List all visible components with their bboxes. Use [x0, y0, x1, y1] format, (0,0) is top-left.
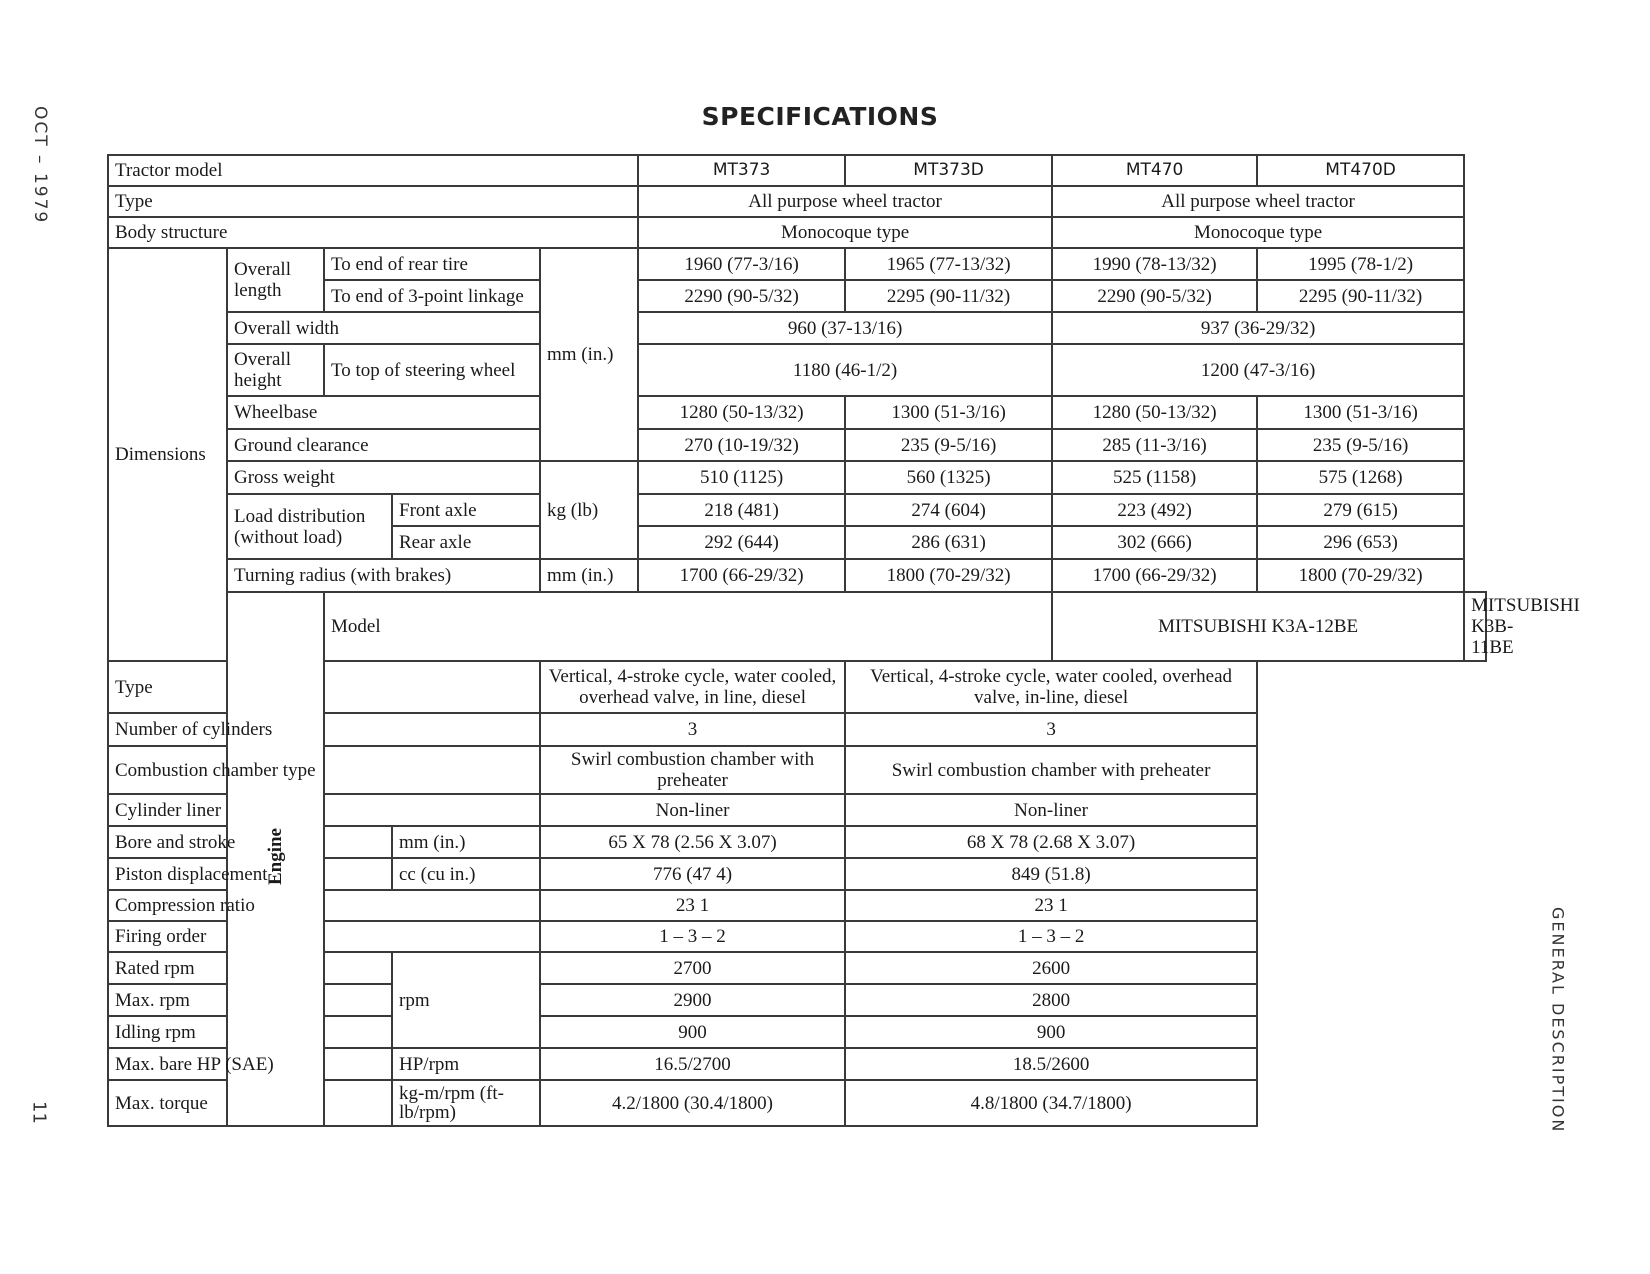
- value-cell: 292 (644): [638, 526, 845, 559]
- row-label: Tractor model: [108, 155, 638, 186]
- value-cell: MITSUBISHI K3B-11BE: [1464, 592, 1486, 661]
- value-cell: 2800: [845, 984, 1257, 1016]
- value-cell: 2900: [540, 984, 845, 1016]
- value-cell: Monocoque type: [638, 217, 1052, 248]
- value-cell: 3: [540, 713, 845, 746]
- row-label: Body structure: [108, 217, 638, 248]
- date-margin-label: OCT – 1979: [30, 105, 50, 225]
- group-label-dimensions: Dimensions: [108, 248, 227, 661]
- row-label: Overall width: [227, 312, 540, 344]
- value-cell: 16.5/2700: [540, 1048, 845, 1080]
- table-row: [108, 661, 1486, 713]
- row-label: Rated rpm: [108, 952, 392, 984]
- table-row: [108, 746, 1486, 794]
- value-cell: 2700: [540, 952, 845, 984]
- value-cell: 937 (36-29/32): [1052, 312, 1464, 344]
- table-row: [108, 984, 1486, 1016]
- value-cell: 960 (37-13/16): [638, 312, 1052, 344]
- value-cell: 65 X 78 (2.56 X 3.07): [540, 826, 845, 858]
- value-cell: Vertical, 4-stroke cycle, water cooled, overhead valve, in line, diesel: [540, 661, 845, 713]
- row-label: Piston displacement: [108, 858, 392, 890]
- unit-cell: HP/rpm: [392, 1048, 540, 1080]
- row-label: Overall height: [227, 344, 324, 396]
- table-row: [108, 344, 1486, 396]
- table-row: [108, 461, 1486, 494]
- value-cell: Swirl combustion chamber with preheater: [845, 746, 1257, 794]
- row-label: Model: [324, 592, 1052, 661]
- row-label: Bore and stroke: [108, 826, 392, 858]
- value-cell: 2600: [845, 952, 1257, 984]
- table-row: [108, 826, 1486, 858]
- value-cell: 1800 (70-29/32): [845, 559, 1052, 592]
- value-cell: 4.8/1800 (34.7/1800): [845, 1080, 1257, 1126]
- value-cell: 23 1: [845, 890, 1257, 921]
- row-label: Load distribution (without load): [227, 494, 392, 559]
- row-label: Firing order: [108, 921, 540, 952]
- row-label: Gross weight: [227, 461, 540, 494]
- row-label: Number of cylinders: [108, 713, 540, 746]
- value-cell: 1700 (66-29/32): [1052, 559, 1257, 592]
- value-cell: 776 (47 4): [540, 858, 845, 890]
- table-row: [108, 858, 1486, 890]
- value-cell: 2295 (90-11/32): [1257, 280, 1464, 312]
- value-cell: All purpose wheel tractor: [1052, 186, 1464, 217]
- value-cell: 23 1: [540, 890, 845, 921]
- table-row: [108, 1048, 1486, 1080]
- value-cell: 2290 (90-5/32): [1052, 280, 1257, 312]
- row-label: Max. rpm: [108, 984, 392, 1016]
- value-cell: 279 (615): [1257, 494, 1464, 526]
- row-label: Max. bare HP (SAE): [108, 1048, 392, 1080]
- value-cell: 1800 (70-29/32): [1257, 559, 1464, 592]
- value-cell: 510 (1125): [638, 461, 845, 494]
- table-row: [108, 396, 1486, 429]
- table-row: [108, 592, 1486, 661]
- table-row: [108, 217, 1486, 248]
- table-row: [108, 494, 1486, 526]
- unit-cell: kg (lb): [540, 461, 638, 559]
- model-header: MT373D: [845, 155, 1052, 186]
- row-label: Overall length: [227, 248, 324, 312]
- model-header: MT470D: [1257, 155, 1464, 186]
- model-header: MT373: [638, 155, 845, 186]
- value-cell: 575 (1268): [1257, 461, 1464, 494]
- row-label: Max. torque: [108, 1080, 392, 1126]
- group-label-engine: Engine: [265, 827, 286, 886]
- unit-cell: kg-m/rpm (ft-lb/rpm): [392, 1080, 540, 1126]
- value-cell: 525 (1158): [1052, 461, 1257, 494]
- value-cell: 218 (481): [638, 494, 845, 526]
- value-cell: 68 X 78 (2.68 X 3.07): [845, 826, 1257, 858]
- value-cell: 560 (1325): [845, 461, 1052, 494]
- value-cell: 1200 (47-3/16): [1052, 344, 1464, 396]
- row-label: Compression ratio: [108, 890, 540, 921]
- row-label: Wheelbase: [227, 396, 540, 429]
- value-cell: 302 (666): [1052, 526, 1257, 559]
- table-row: [108, 794, 1486, 826]
- table-row: [108, 713, 1486, 746]
- page-title: SPECIFICATIONS: [701, 102, 939, 131]
- value-cell: 1965 (77-13/32): [845, 248, 1052, 280]
- value-cell: 1300 (51-3/16): [1257, 396, 1464, 429]
- table-row: [108, 155, 1486, 186]
- value-cell: Vertical, 4-stroke cycle, water cooled, overhead valve, in-line, diesel: [845, 661, 1257, 713]
- unit-cell: cc (cu in.): [392, 858, 540, 890]
- value-cell: 1960 (77-3/16): [638, 248, 845, 280]
- table-row: [108, 952, 1486, 984]
- unit-cell: rpm: [392, 952, 540, 1048]
- table-row: [108, 1016, 1486, 1048]
- unit-cell: mm (in.): [540, 248, 638, 461]
- value-cell: 3: [845, 713, 1257, 746]
- row-sublabel: Rear axle: [392, 526, 540, 559]
- row-label: Cylinder liner: [108, 794, 540, 826]
- value-cell: 1300 (51-3/16): [845, 396, 1052, 429]
- value-cell: 296 (653): [1257, 526, 1464, 559]
- value-cell: Non-liner: [540, 794, 845, 826]
- value-cell: 235 (9-5/16): [845, 429, 1052, 461]
- value-cell: 2295 (90-11/32): [845, 280, 1052, 312]
- row-label: Combustion chamber type: [108, 746, 540, 794]
- row-label: Type: [108, 661, 540, 713]
- value-cell: 270 (10-19/32): [638, 429, 845, 461]
- row-sublabel: To end of 3-point linkage: [324, 280, 540, 312]
- row-sublabel: Front axle: [392, 494, 540, 526]
- value-cell: 1995 (78-1/2): [1257, 248, 1464, 280]
- value-cell: 1 – 3 – 2: [845, 921, 1257, 952]
- value-cell: Non-liner: [845, 794, 1257, 826]
- value-cell: 18.5/2600: [845, 1048, 1257, 1080]
- row-label: Turning radius (with brakes): [227, 559, 540, 592]
- page-number: 11: [28, 1100, 50, 1124]
- value-cell: 900: [540, 1016, 845, 1048]
- value-cell: 285 (11-3/16): [1052, 429, 1257, 461]
- table-row: [108, 559, 1486, 592]
- table-row: [108, 429, 1486, 461]
- value-cell: 223 (492): [1052, 494, 1257, 526]
- value-cell: Monocoque type: [1052, 217, 1464, 248]
- value-cell: 1700 (66-29/32): [638, 559, 845, 592]
- value-cell: 1 – 3 – 2: [540, 921, 845, 952]
- value-cell: 849 (51.8): [845, 858, 1257, 890]
- value-cell: 900: [845, 1016, 1257, 1048]
- model-header: MT470: [1052, 155, 1257, 186]
- value-cell: 1990 (78-13/32): [1052, 248, 1257, 280]
- table-row: [108, 186, 1486, 217]
- value-cell: 274 (604): [845, 494, 1052, 526]
- row-label: Type: [108, 186, 638, 217]
- row-label: Ground clearance: [227, 429, 540, 461]
- value-cell: 2290 (90-5/32): [638, 280, 845, 312]
- value-cell: 4.2/1800 (30.4/1800): [540, 1080, 845, 1126]
- row-sublabel: To end of rear tire: [324, 248, 540, 280]
- value-cell: 1280 (50-13/32): [638, 396, 845, 429]
- row-label: Idling rpm: [108, 1016, 392, 1048]
- value-cell: 286 (631): [845, 526, 1052, 559]
- table-row: [108, 248, 1486, 280]
- value-cell: 235 (9-5/16): [1257, 429, 1464, 461]
- row-sublabel: To top of steering wheel: [324, 344, 540, 396]
- value-cell: 1280 (50-13/32): [1052, 396, 1257, 429]
- table-row: [108, 1080, 1486, 1126]
- value-cell: MITSUBISHI K3A-12BE: [1052, 592, 1464, 661]
- unit-cell: mm (in.): [540, 559, 638, 592]
- table-row: [108, 890, 1486, 921]
- section-margin-label: GENERAL DESCRIPTION: [1548, 906, 1568, 1134]
- table-row: [108, 921, 1486, 952]
- value-cell: 1180 (46-1/2): [638, 344, 1052, 396]
- table-row: [108, 312, 1486, 344]
- value-cell: Swirl combustion chamber with preheater: [540, 746, 845, 794]
- value-cell: All purpose wheel tractor: [638, 186, 1052, 217]
- unit-cell: mm (in.): [392, 826, 540, 858]
